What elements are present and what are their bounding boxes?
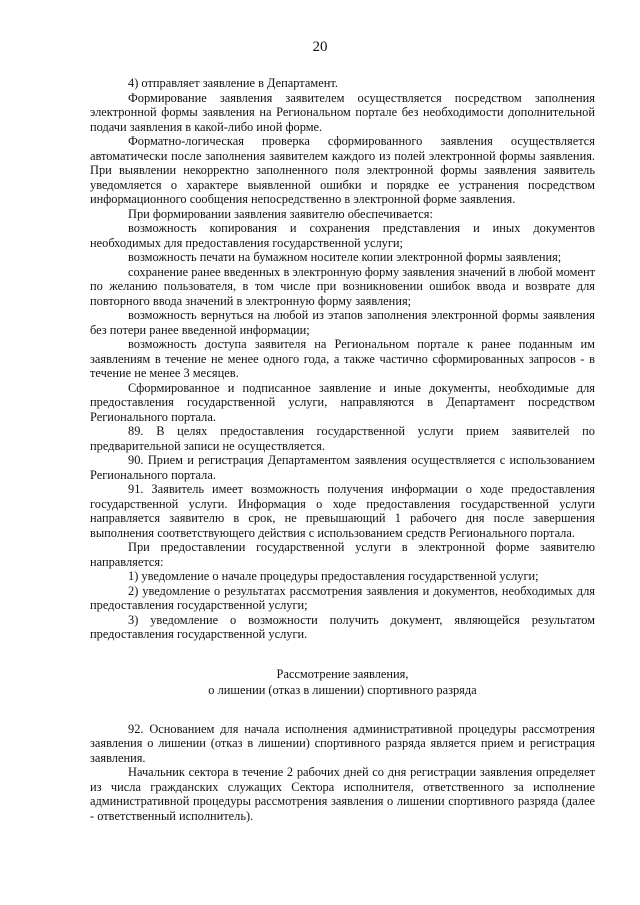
document-body: [90, 76, 595, 823]
paragraph: Формирование заявления заявителем осуществляется посредством заполнения электронной формы заявления на Региональном портале без необходимости дополнительной подачи заявления в какой-либо иной форме.: [90, 90, 595, 134]
paragraph: При предоставлении государственной услуги в электронной форме заявителю направляется:: [90, 540, 595, 569]
paragraph: 91. Заявитель имеет возможность получения информации о ходе предоставления государственной услуги. Информация о ходе предоставления государственной услуги направляется заявителю в срок, не превышающий 1 рабочего дня после завершения выполнения соответствующего действия с использованием средств Регионального портала.: [90, 482, 595, 540]
paragraph: Форматно-логическая проверка сформированного заявления осуществляется автоматически после заполнения заявителем каждого из полей электронной формы заявления. При выявлении некорректно заполненного поля электронной формы заявления заявитель уведомляется о характере выявленной ошибки и порядке ее устранения посредством информационного сообщения непосредственно в электронной форме заявления.: [90, 134, 595, 206]
paragraph: 89. В целях предоставления государственной услуги прием заявителей по предварительной записи не осуществляется.: [90, 424, 595, 453]
page-number: 20: [312, 39, 328, 55]
list-item: возможность доступа заявителя на Региональном портале к ранее поданным им заявлениям в течение не менее одного года, а также частично сформированных запросов - в течение не менее 3 месяцев.: [90, 337, 595, 380]
section-heading-line: о лишении (отказ в лишении) спортивного разряда: [208, 682, 477, 697]
list-item: возможность вернуться на любой из этапов заполнения электронной формы заявления без потери ранее введенной информации;: [90, 308, 595, 337]
list-item: 3) уведомление о возможности получить документ, являющейся результатом предоставления государственной услуги.: [90, 612, 595, 641]
paragraph: 90. Прием и регистрация Департаментом заявления осуществляется с использованием Регионального портала.: [90, 453, 595, 482]
paragraph: Сформированное и подписанное заявление и иные документы, необходимые для предоставления государственной услуги, направляются в Департамент посредством Регионального портала.: [90, 380, 595, 424]
list-item: возможность копирования и сохранения представления и иных документов необходимых для предоставления государственной услуги;: [90, 221, 595, 250]
paragraph: Начальник сектора в течение 2 рабочих дней со дня регистрации заявления определяет из числа гражданских служащих Сектора исполнителя, ответственного за исполнение административной процедуры рассмотрения заявления о лишении спортивного разряда (далее - ответственный исполнитель).: [90, 765, 595, 823]
paragraph: 92. Основанием для начала исполнения административной процедуры рассмотрения заявления о лишении (отказ в лишении) спортивного разряда является прием и регистрация заявления.: [90, 721, 595, 765]
list-item: сохранение ранее введенных в электронную форму заявления значений в любой момент по желанию пользователя, в том числе при возникновении ошибок ввода и возврате для повторного ввода значений в электронную форму заявления;: [90, 264, 595, 308]
list-item: 1) уведомление о начале процедуры предоставления государственной услуги;: [128, 569, 539, 583]
paragraph: 4) отправляет заявление в Департамент.: [128, 76, 338, 90]
section-heading-line: Рассмотрение заявления,: [276, 666, 409, 681]
list-item: возможность печати на бумажном носителе копии электронной формы заявления;: [128, 250, 562, 264]
list-item: 2) уведомление о результатах рассмотрения заявления и документов, необходимых для предоставления государственной услуги;: [90, 583, 595, 612]
paragraph: При формировании заявления заявителю обеспечивается:: [128, 206, 433, 221]
section-heading: [90, 666, 595, 698]
